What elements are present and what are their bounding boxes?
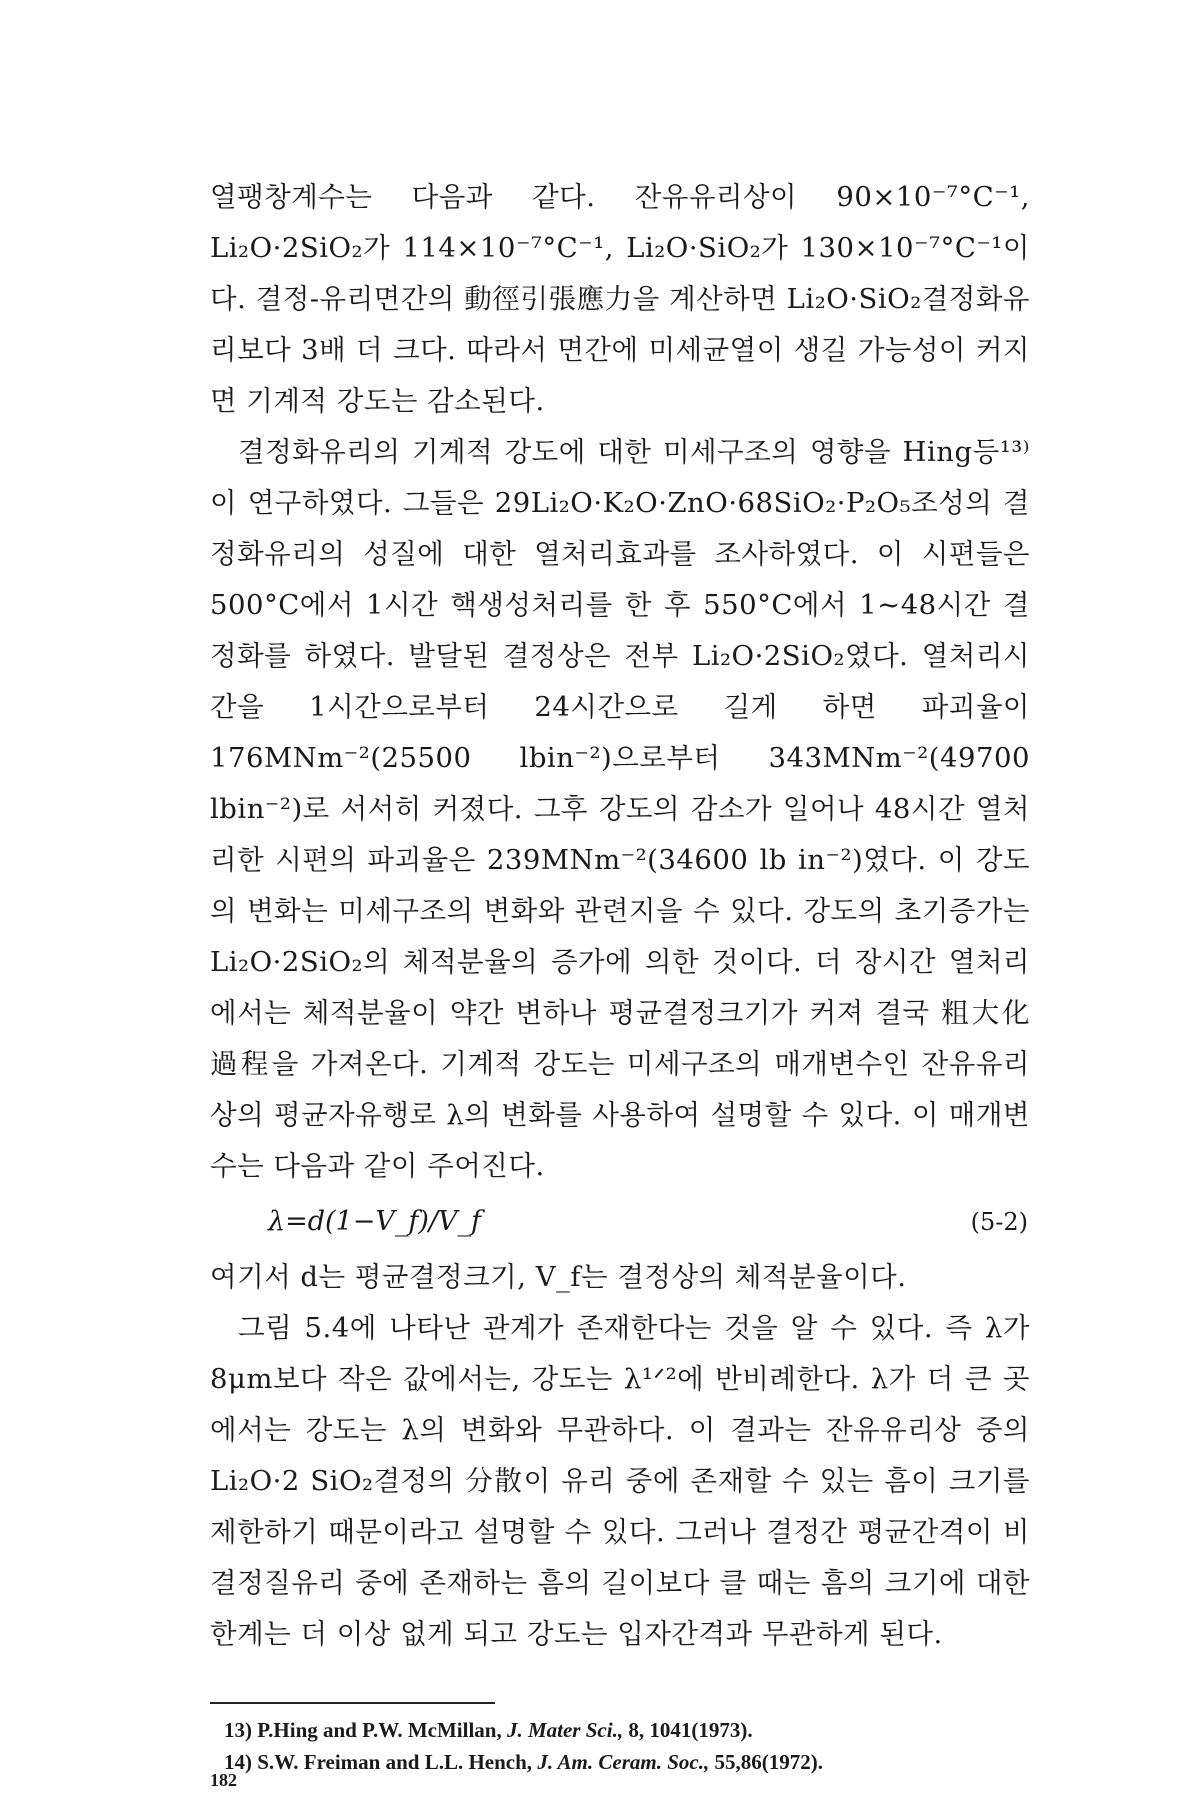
footnote-14 [210,1746,1030,1778]
footnotes [210,1702,1030,1778]
equation-number: (5-2) [970,1208,1028,1236]
paragraph-3: 여기서 d는 평균결정크기, V_f는 결정상의 체적분율이다. [210,1261,907,1293]
paragraph-4: 그림 5.4에 나타난 관계가 존재한다는 것을 알 수 있다. 즉 λ가 8μm보다 작은 값에서는, 강도는 λ¹ᐟ²에 반비례한다. λ가 더 큰 곳에서는 강도는 λ의 변화와 무관하다. 이 결과는 잔유유리상 중의 Li₂O·2 SiO₂결정의 分散이 유리 중에 존재할 수 있는 흠이 크기를 제한하기 때문이라고 설명할 수 있다. 그러나 결정간 평균간격이 비결정질유리 중에 존재하는 흠의 길이보다 클 때는 흠의 크기에 대한 한계는 더 이상 없게 되고 강도는 입자간격과 무관하게 된다. [210,1312,1030,1650]
footnote-journal: J. Mater Sci., [506,1718,624,1742]
paragraph-2: 결정화유리의 기계적 강도에 대한 미세구조의 영향을 Hing등¹³⁾이 연구하였다. 그들은 29Li₂O·K₂O·ZnO·68SiO₂·P₂O₅조성의 결정화유리의 성질에 대한 열처리효과를 조사하였다. 이 시편들은 500°C에서 1시간 핵생성처리를 한 후 550°C에서 1~48시간 결정화를 하였다. 발달된 결정상은 전부 Li₂O·2SiO₂였다. 열처리시간을 1시간으로부터 24시간으로 길게 하면 파괴율이 176MNm⁻²(25500 lbin⁻²)으로부터 343MNm⁻²(49700 lbin⁻²)로 서서히 커졌다. 그후 강도의 감소가 일어나 48시간 열처리한 시편의 파괴율은 239MNm⁻²(34600 lb in⁻²)였다. 이 강도의 변화는 미세구조의 변화와 관련지을 수 있다. 강도의 초기증가는 Li₂O·2SiO₂의 체적분율의 증가에 의한 것이다. 더 장시간 열처리에서는 체적분율이 약간 변하나 평균결정크기가 커져 결국 粗大化過程을 가져온다. 기계적 강도는 미세구조의 매개변수인 잔유유리상의 평균자유행로 λ의 변화를 사용하여 설명할 수 있다. 이 매개변수는 다음과 같이 주어진다. [210,436,1030,1182]
footnote-ref: 55,86(1972). [714,1750,823,1774]
footnote-number: 13) [224,1718,252,1742]
equation: λ=d(1−V_f)/V_f [268,1206,481,1237]
paragraph-1: 열팽창계수는 다음과 같다. 잔유유리상이 90×10⁻⁷°C⁻¹, Li₂O·2SiO₂가 114×10⁻⁷°C⁻¹, Li₂O·SiO₂가 130×10⁻⁷°C⁻¹이다. 결정-유리면간의 動徑引張應力을 계산하면 Li₂O·SiO₂결정화유리보다 3배 더 크다. 따라서 면간에 미세균열이 생길 가능성이 커지면 기계적 강도는 감소된다. [210,181,1030,417]
document-page [210,172,1030,1660]
equation-row [210,1192,1030,1252]
page-number: 182 [210,1770,237,1790]
footnote-journal: J. Am. Ceram. Soc., [537,1750,710,1774]
footnote-authors: P.Hing and P.W. McMillan, [257,1718,502,1742]
footnote-authors: S.W. Freiman and L.L. Hench, [257,1750,533,1774]
footnote-rule [210,1702,495,1704]
footnote-ref: 8, 1041(1973). [628,1718,753,1742]
footnote-13 [210,1714,1030,1746]
footnote-number: 14) [224,1750,252,1774]
